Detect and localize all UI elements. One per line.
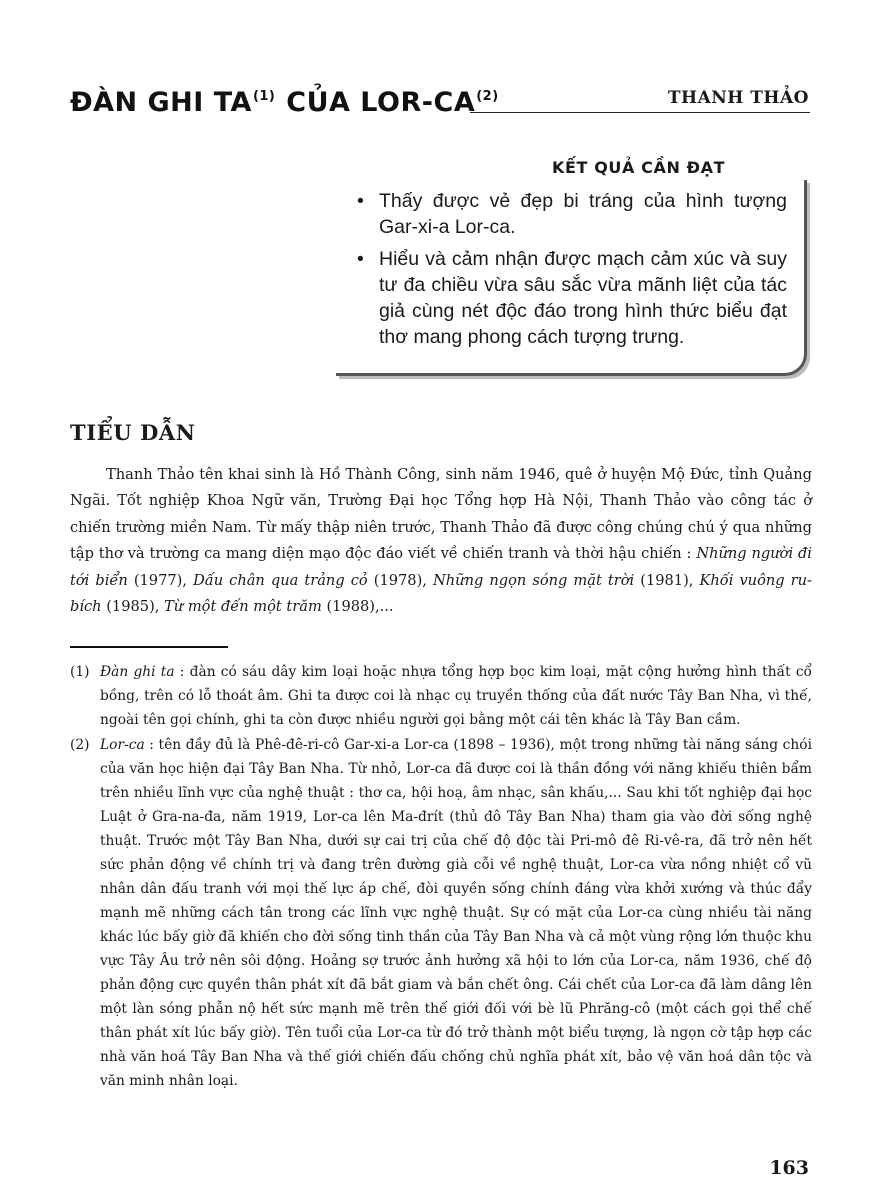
footnote-text: : tên đầy đủ là Phê-đê-ri-cô Gar-xi-a Lor-ca (1898 – 1936), một trong những tài năng sáng chói của văn học hiện đại Tây Ban Nha. Từ nhỏ, Lor-ca đã được coi là thần đồng với năng khiếu thiên bẩm trên nhiều lĩnh vực của nghệ thuật : thơ ca, hội hoạ, âm nhạc, sân khấu,... Sau khi tốt nghiệp đại học Luật ở Gra-na-đa, năm 1919, Lor-ca lên Ma-đrít (thủ đô Tây Ban Nha) tham gia vào đời sống nghệ thuật. Trước một Tây Ban Nha, dưới sự cai trị của chế độ độc tài Pri-mô đê Ri-vê-ra, đã trở nên hết sức phản động về chính trị và đang trên đường già cỗi về nghệ thuật, Lor-ca vừa nồng nhiệt cổ vũ nhân dân đấu tranh với mọi thế lực áp chế, đòi quyền sống chính đáng vừa khởi xướng và thúc đẩy mạnh mẽ những cách tân trong các lĩnh vực nghệ thuật. Sự có mặt của Lor-ca cùng nhiều tài năng khác lúc bấy giờ đã khiến cho đời sống tinh thần của Tây Ban Nha và cả một vùng rộng lớn thuộc khu vực Tây Âu trở nên sôi động. Hoảng sợ trước ảnh hưởng xã hội to lớn của Lor-ca, năm 1936, chế độ phản động cực quyền thân phát xít đã bắt giam và bắn chết ông. Cái chết của Lor-ca đã làm dâng lên một làn sóng phẫn nộ hết sức mạnh mẽ trên thế giới đối với bè lũ Phrăng-cô (một cách gọi thể chế thân phát xít lúc bấy giờ). Tên tuổi của Lor-ca từ đó trở thành một biểu tượng, là ngọn cờ tập hợp các nhà văn hoá Tây Ban Nha và thế giới chiến đấu chống chủ nghĩa phát xít, bảo vệ văn hoá dân tộc và văn minh nhân loại. (100, 737, 812, 1089)
bullet-icon: • (357, 190, 364, 212)
footnote-number: (1) (70, 664, 90, 680)
objective-item (357, 188, 787, 240)
title-footnote-ref-1[interactable]: (1) (252, 89, 276, 104)
intro-paragraph (70, 462, 812, 620)
work-title: Dấu chân qua trảng cỏ (193, 571, 368, 589)
footnote-number: (2) (70, 737, 90, 753)
objective-text: Hiểu và cảm nhận được mạch cảm xúc và suy tư đa chiều vừa sâu sắc vừa mãnh liệt của tác giả cùng nét độc đáo trong hình thức biểu đạt thơ mang phong cách tượng trưng. (379, 248, 787, 348)
title-footnote-ref-2[interactable]: (2) (476, 89, 499, 104)
objective-item (357, 246, 787, 350)
work-year: (1985), (101, 598, 165, 616)
objective-text: Thấy được vẻ đẹp bi tráng của hình tượng Gar-xi-a Lor-ca. (379, 190, 787, 238)
work-year: (1978), (367, 571, 433, 589)
footnote-text: : đàn có sáu dây kim loại hoặc nhựa tổng hợp bọc kim loại, mặt cộng hưởng hình thất cổ bồng, trên có lỗ thoát âm. Ghi ta được coi là nhạc cụ truyền thống của đất nước Tây Ban Nha, vì thế, ngoài tên gọi chính, ghi ta còn được nhiều người gọi bằng một cái tên khác là Tây Ban cầm. (100, 664, 812, 728)
author-name: THANH THẢO (667, 88, 809, 108)
work-title: Những ngọn sóng mặt trời (433, 571, 635, 589)
footnotes (70, 660, 812, 1094)
title-text-2: CỦA LOR-CA (276, 87, 476, 118)
work-title: Những người đi tới biển (70, 545, 812, 589)
title-underline (470, 112, 810, 113)
page-number: 163 (769, 1157, 809, 1179)
footnote-term: Đàn ghi ta (100, 664, 175, 680)
footnote-divider (70, 646, 228, 648)
work-year: (1977), (127, 571, 194, 589)
footnote-term: Lor-ca (100, 737, 145, 753)
footnote-2 (70, 733, 812, 1093)
bullet-icon: • (357, 248, 364, 270)
work-title: Khối vuông ru-bích (70, 571, 812, 616)
work-year: (1988),... (321, 598, 394, 616)
work-title: Từ một đến một trăm (164, 598, 322, 616)
lesson-title (70, 80, 500, 120)
section-heading-intro: TIỂU DẪN (70, 420, 196, 445)
intro-lead-text: Thanh Thảo tên khai sinh là Hồ Thành Công, sinh năm 1946, quê ở huyện Mộ Đức, tỉnh Quảng Ngãi. Tốt nghiệp Khoa Ngữ văn, Trường Đại học Tổng hợp Hà Nội, Thanh Thảo vào công tác ở chiến trường miền Nam. Từ mấy thập niên trước, Thanh Thảo đã được công chúng chú ý qua những tập thơ và trường ca mang diện mạo độc đáo viết về chiến tranh và thời hậu chiến : (70, 466, 812, 563)
objectives-list (357, 188, 787, 356)
work-year: (1981), (634, 571, 700, 589)
footnote-1 (70, 660, 812, 732)
title-text-1: ĐÀN GHI TA (70, 87, 252, 118)
objectives-heading: KẾT QUẢ CẦN ĐẠT (552, 158, 726, 177)
